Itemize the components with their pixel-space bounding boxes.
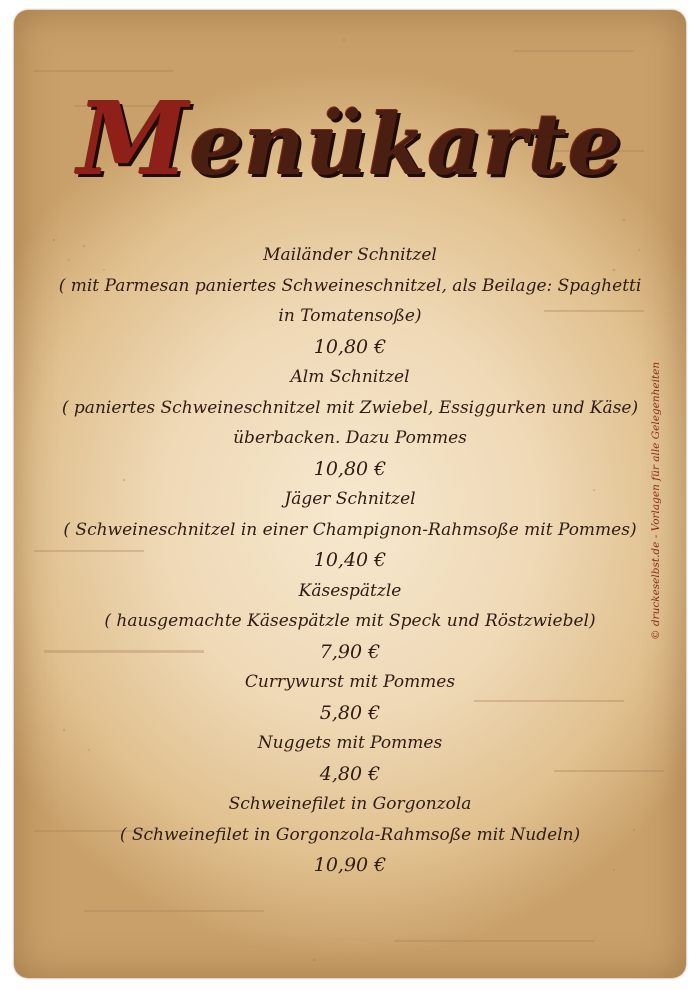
dish-description: ( mit Parmesan paniertes Schweineschnitzel, als Beilage: Spaghetti: [58, 275, 642, 296]
dish-name: Käsespätzle: [298, 580, 402, 601]
dish-price: 10,80 €: [313, 335, 387, 358]
dish-description: ( Schweinefilet in Gorgonzola-Rahmsoße mit Nudeln): [119, 824, 581, 845]
dish-description: ( Schweineschnitzel in einer Champignon-Rahmsoße mit Pommes): [63, 519, 637, 540]
dish-name: Nuggets mit Pommes: [257, 733, 443, 753]
dish-description: ( hausgemachte Käsespätzle mit Speck und Röstzwiebel): [104, 611, 596, 631]
dish-name: Mailänder Schnitzel: [263, 245, 437, 265]
dish-price: 5,80 €: [319, 701, 381, 724]
dish-name: Currywurst mit Pommes: [244, 672, 456, 692]
dish-price: 10,40 €: [313, 549, 387, 571]
dish-price: 4,80 €: [319, 762, 381, 785]
title-initial: M: [77, 80, 190, 198]
dish-price: 10,80 €: [313, 457, 387, 480]
copyright-notice: © druckeselbst.de - Vorlagen für alle Gelegenheiten: [650, 361, 662, 640]
dish-name: Alm Schnitzel: [290, 367, 410, 387]
dish-name: Jäger Schnitzel: [284, 489, 416, 509]
menu-list: [0, 240, 700, 881]
dish-name: Schweinefilet in Gorgonzola: [228, 794, 472, 814]
title-rest: enükarte: [189, 95, 623, 194]
dish-price: 10,90 €: [313, 854, 387, 876]
dish-description: überbacken. Dazu Pommes: [233, 428, 467, 448]
dish-description: ( paniertes Schweineschnitzel mit Zwiebel, Essiggurken und Käse): [61, 397, 639, 418]
dish-price: 7,90 €: [319, 640, 381, 663]
page-title: [0, 80, 700, 198]
dish-description: in Tomatensoße): [278, 306, 422, 326]
